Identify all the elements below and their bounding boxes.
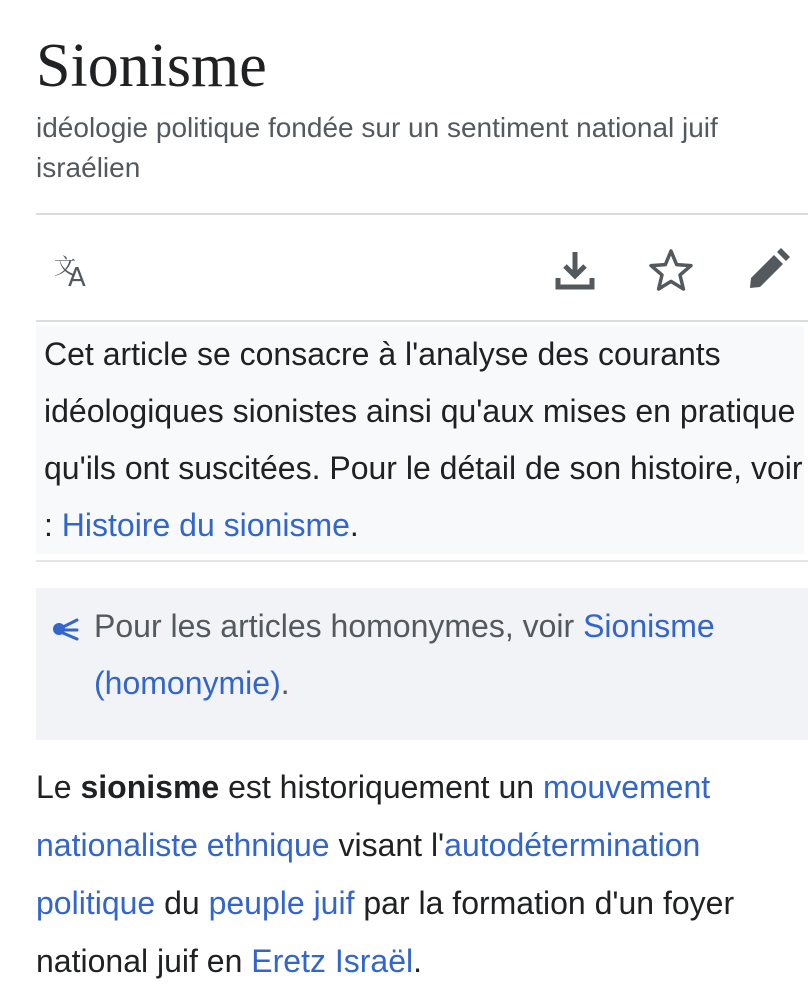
link-peuple-juif[interactable]: peuple juif [208, 885, 355, 921]
lead-paragraph [36, 758, 808, 990]
divider [36, 560, 808, 562]
hatnote-homonymy [94, 598, 794, 712]
lead-text: par la formation d'un foyer national juif en [36, 885, 735, 979]
hatnote-text: Cet article se consacre à l'analyse des courants idéologiques sionistes ainsi qu'aux mises en pratique qu'ils ont suscitées. Pour le détail de son histoire, voir : [44, 336, 803, 543]
divider [36, 320, 808, 322]
hatnote-homonymy-end: . [280, 665, 290, 701]
star-icon [648, 248, 694, 292]
lead-text: est historiquement un [219, 769, 543, 805]
lead-bold-term: sionisme [80, 769, 220, 805]
lead-text: visant l' [329, 827, 445, 863]
lead-text: . [413, 943, 422, 979]
hatnote-end: . [349, 507, 359, 543]
hatnote-homonymy-text: Pour les articles homonymes, voir [94, 608, 584, 644]
link-eretz-israel[interactable]: Eretz Israël [251, 943, 414, 979]
translate-icon [46, 250, 94, 290]
svg-text:文: 文 [54, 255, 77, 280]
hatnote-main-article [36, 326, 804, 554]
link-mouvement-nationaliste-ethnique[interactable]: mouvement nationaliste ethnique [36, 769, 711, 863]
lead-text: du [155, 885, 209, 921]
link-sionisme-homonymie[interactable]: Sionisme (homonymie) [94, 608, 715, 701]
page-actions-toolbar [36, 238, 808, 302]
pencil-icon [746, 248, 790, 292]
page-title: Sionisme [36, 32, 267, 100]
watch-button[interactable] [639, 238, 703, 302]
disambiguation-icon [50, 616, 80, 642]
svg-text:A: A [68, 263, 86, 290]
link-autodetermination-politique[interactable]: autodétermination politique [36, 827, 701, 921]
page-description: idéologie politique fondée sur un sentiment national juif israélien [36, 112, 718, 183]
link-histoire-du-sionisme[interactable]: Histoire du sionisme [61, 507, 350, 543]
divider [36, 213, 808, 215]
download-icon [553, 248, 597, 292]
lead-text: Le [36, 769, 81, 805]
edit-button[interactable] [736, 238, 800, 302]
language-button[interactable] [38, 238, 102, 302]
download-button[interactable] [543, 238, 607, 302]
